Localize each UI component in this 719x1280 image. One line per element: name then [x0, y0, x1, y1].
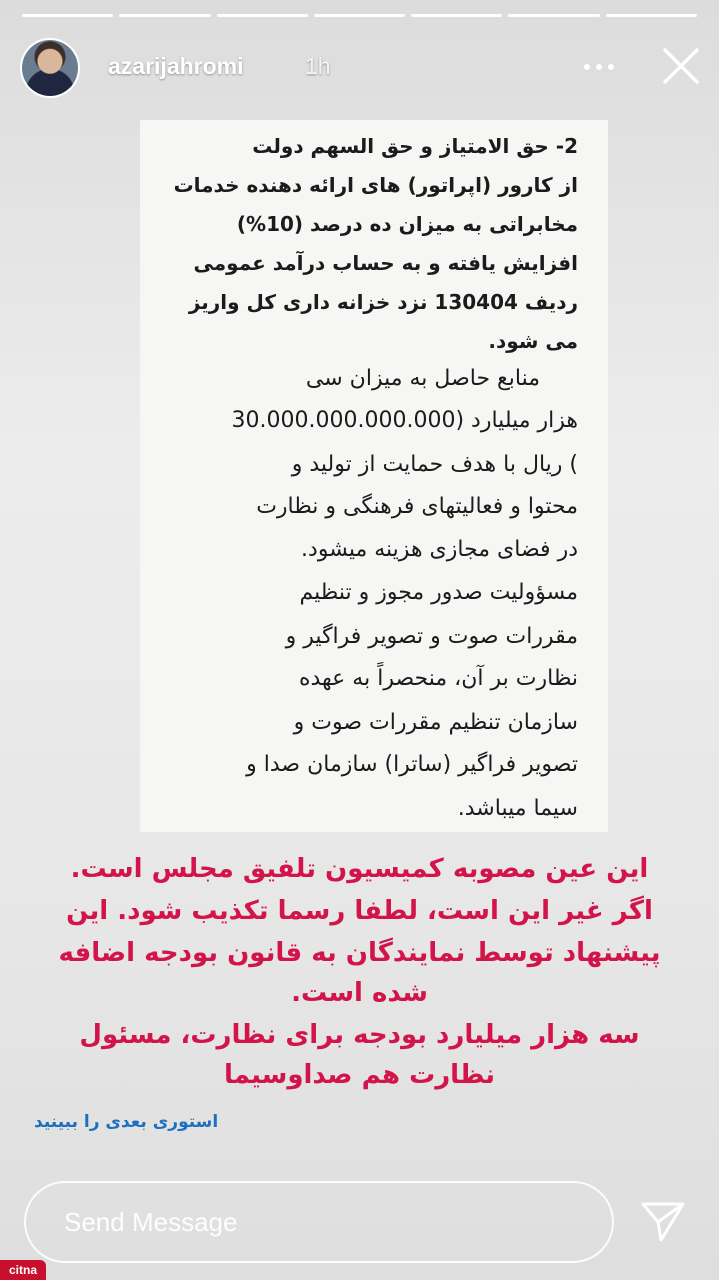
document-line: نظارت بر آن، منحصراً به عهده — [298, 666, 578, 691]
progress-segment — [22, 14, 113, 17]
progress-segment — [606, 14, 697, 17]
document-line: مخابراتی به میزان ده درصد (10%) — [236, 212, 578, 236]
username[interactable]: azarijahromi — [108, 53, 244, 79]
progress-segment — [119, 14, 210, 17]
story-caption-line: اگر غیر این است، لطفا رسما تکذیب شود. این — [66, 896, 653, 926]
document-line: تصویر فراگیر (ساترا) سازمان صدا و — [246, 752, 578, 777]
progress-segment — [508, 14, 599, 17]
send-message-input[interactable] — [24, 1181, 614, 1263]
document-line: سیما میباشد. — [457, 796, 578, 821]
document-line: می شود. — [488, 329, 578, 353]
document-line: منابع حاصل به میزان سی — [305, 366, 540, 391]
story-caption-line: شده است. — [291, 978, 428, 1008]
document-photo — [140, 120, 608, 832]
more-options-icon[interactable] — [583, 62, 615, 72]
document-line: ) ریال با هدف حمایت از تولید و — [291, 452, 578, 477]
document-line: از کارور (اپراتور) های ارائه دهنده خدمات — [173, 173, 578, 197]
story-caption-line: نظارت هم صداوسیما — [223, 1060, 496, 1090]
story-caption-line: این عین مصوبه کمیسیون تلفیق مجلس است. — [70, 854, 649, 884]
document-line: در فضای مجازی هزینه میشود. — [301, 537, 578, 562]
progress-segment — [217, 14, 308, 17]
progress-segment — [411, 14, 502, 17]
post-time: 1h — [305, 53, 331, 79]
send-icon[interactable] — [640, 1200, 686, 1244]
progress-segment — [314, 14, 405, 17]
document-line: ردیف 130404 نزد خزانه داری کل واریز — [188, 290, 578, 314]
document-line: سازمان تنظیم مقررات صوت و — [293, 710, 578, 735]
watermark-logo: citna — [0, 1260, 46, 1280]
story-caption-line: پیشنهاد توسط نمایندگان به قانون بودجه اضافه — [58, 938, 661, 968]
document-line: افزایش یافته و به حساب درآمد عمومی — [193, 251, 578, 275]
document-line: محتوا و فعالیتهای فرهنگی و نظارت — [256, 494, 578, 519]
document-line: مقررات صوت و تصویر فراگیر و — [285, 624, 578, 649]
story-progress-bar — [22, 14, 697, 18]
story-header — [22, 40, 701, 96]
document-line: مسؤولیت صدور مجوز و تنظیم — [299, 580, 578, 605]
avatar[interactable] — [22, 40, 78, 96]
close-icon[interactable] — [661, 46, 701, 86]
document-line: هزار میلیارد (30.000.000.000.000 — [231, 408, 578, 433]
story-caption-line: سه هزار میلیارد بودجه برای نظارت، مسئول — [79, 1020, 640, 1050]
next-story-link[interactable]: استوری بعدی را ببینید — [34, 1112, 219, 1132]
document-line: 2- حق الامتیاز و حق السهم دولت — [252, 134, 578, 158]
